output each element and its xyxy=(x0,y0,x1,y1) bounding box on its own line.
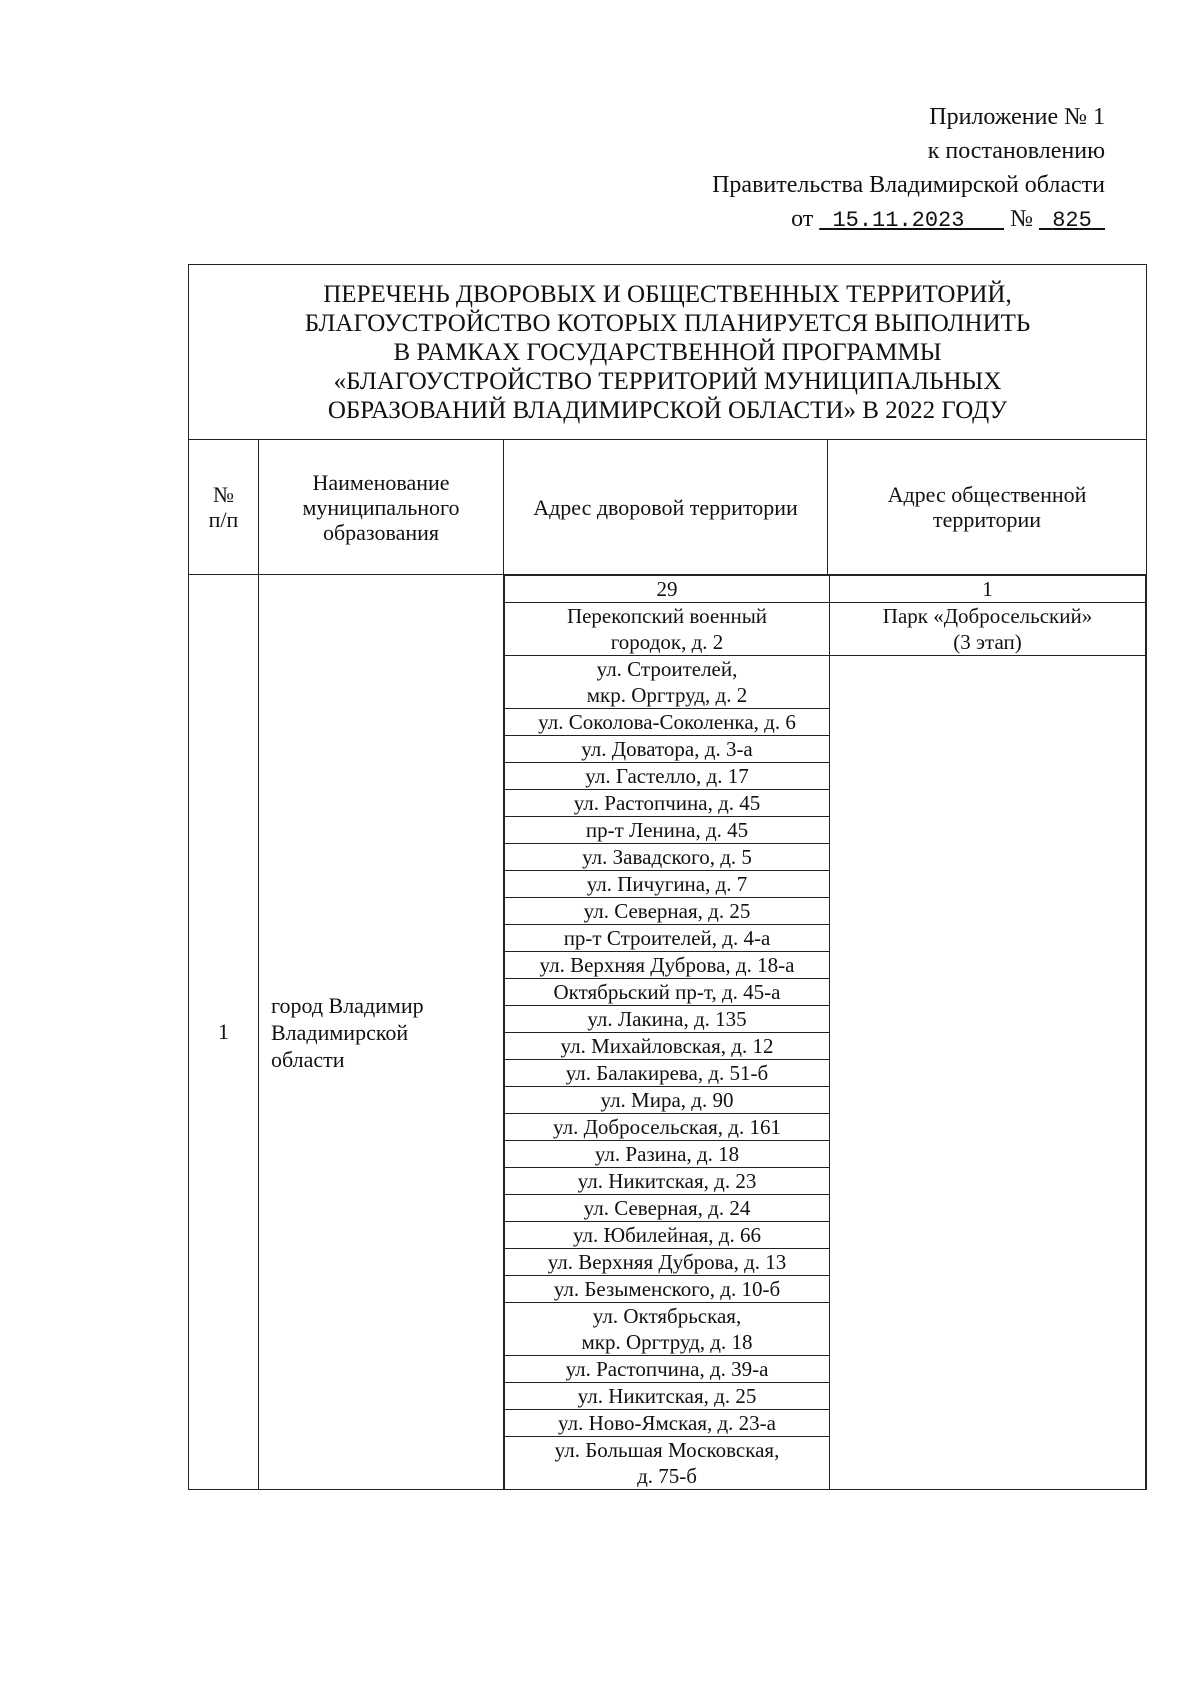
yard-address-20: ул. Никитская, д. 23 xyxy=(505,1168,830,1195)
public-address-empty-area xyxy=(830,656,1146,1490)
column-header-public-address: Адрес общественной территории xyxy=(828,440,1147,575)
yard-count: 29 xyxy=(505,576,830,603)
number-prefix: № xyxy=(1010,206,1033,232)
list-item xyxy=(505,656,1146,709)
date-prefix: от xyxy=(791,206,814,232)
yard-address-4: ул. Доватора, д. 3-а xyxy=(505,736,830,763)
column-header-municipality: Наименование муниципального образования xyxy=(259,440,504,575)
yard-address-14: ул. Лакина, д. 135 xyxy=(505,1006,830,1033)
territory-list-table xyxy=(188,264,1147,1490)
yard-address-12: ул. Верхняя Дуброва, д. 18-а xyxy=(505,952,830,979)
yard-address-19: ул. Разина, д. 18 xyxy=(505,1141,830,1168)
yard-address-25: ул. Октябрьская, мкр. Оргтруд, д. 18 xyxy=(505,1303,830,1356)
public-address: Парк «Добросельский» (3 этап) xyxy=(830,603,1146,656)
document-number: 825 xyxy=(1052,208,1092,233)
yard-address-3: ул. Соколова-Соколенка, д. 6 xyxy=(505,709,830,736)
yard-address-5: ул. Гастелло, д. 17 xyxy=(505,763,830,790)
resolution-label: к постановлению xyxy=(927,138,1105,164)
document-header xyxy=(712,100,1105,238)
yard-address-22: ул. Юбилейная, д. 66 xyxy=(505,1222,830,1249)
yard-address-16: ул. Балакирева, д. 51-б xyxy=(505,1060,830,1087)
row-number: 1 xyxy=(189,575,259,1490)
yard-address-9: ул. Пичугина, д. 7 xyxy=(505,871,830,898)
yard-address-28: ул. Ново-Ямская, д. 23-а xyxy=(505,1410,830,1437)
yard-address-6: ул. Растопчина, д. 45 xyxy=(505,790,830,817)
appendix-label: Приложение № 1 xyxy=(929,104,1105,130)
column-header-yard-address: Адрес дворовой территории xyxy=(504,440,828,575)
public-count: 1 xyxy=(830,576,1146,603)
date-number-line xyxy=(712,202,1105,238)
yard-address-27: ул. Никитская, д. 25 xyxy=(505,1383,830,1410)
column-header-number: № п/п xyxy=(189,440,259,575)
yard-address-2: ул. Строителей, мкр. Оргтруд, д. 2 xyxy=(505,656,830,709)
yard-address-21: ул. Северная, д. 24 xyxy=(505,1195,830,1222)
yard-address-13: Октябрьский пр-т, д. 45-а xyxy=(505,979,830,1006)
yard-address-26: ул. Растопчина, д. 39-а xyxy=(505,1356,830,1383)
yard-address-7: пр-т Ленина, д. 45 xyxy=(505,817,830,844)
yard-address-23: ул. Верхняя Дуброва, д. 13 xyxy=(505,1249,830,1276)
addresses-inner-table xyxy=(504,575,1146,1489)
yard-address-10: ул. Северная, д. 25 xyxy=(505,898,830,925)
addresses-block xyxy=(504,575,1147,1490)
yard-address-1: Перекопский военный городок, д. 2 xyxy=(505,603,830,656)
yard-address-15: ул. Михайловская, д. 12 xyxy=(505,1033,830,1060)
document-date: 15.11.2023 xyxy=(832,208,965,233)
yard-address-8: ул. Завадского, д. 5 xyxy=(505,844,830,871)
yard-address-18: ул. Добросельская, д. 161 xyxy=(505,1114,830,1141)
table-title: ПЕРЕЧЕНЬ ДВОРОВЫХ И ОБЩЕСТВЕННЫХ ТЕРРИТОРИЙ, БЛАГОУСТРОЙСТВО КОТОРЫХ ПЛАНИРУЕТСЯ ВЫПОЛНИТЬ В РАМКАХ ГОСУДАРСТВЕННОЙ ПРОГРАММЫ «БЛАГОУСТРОЙСТВО ТЕРРИТОРИЙ МУНИЦИПАЛЬНЫХ ОБРАЗОВАНИЙ ВЛАДИМИРСКОЙ ОБЛАСТИ» В 2022 ГОДУ xyxy=(189,265,1147,440)
yard-address-29: ул. Большая Московская, д. 75-б xyxy=(505,1437,830,1490)
yard-address-24: ул. Безыменского, д. 10-б xyxy=(505,1276,830,1303)
yard-address-17: ул. Мира, д. 90 xyxy=(505,1087,830,1114)
municipality-name: город Владимир Владимирской области xyxy=(259,575,504,1490)
yard-address-11: пр-т Строителей, д. 4-а xyxy=(505,925,830,952)
table-row xyxy=(189,575,1147,1490)
government-label: Правительства Владимирской области xyxy=(712,172,1105,198)
